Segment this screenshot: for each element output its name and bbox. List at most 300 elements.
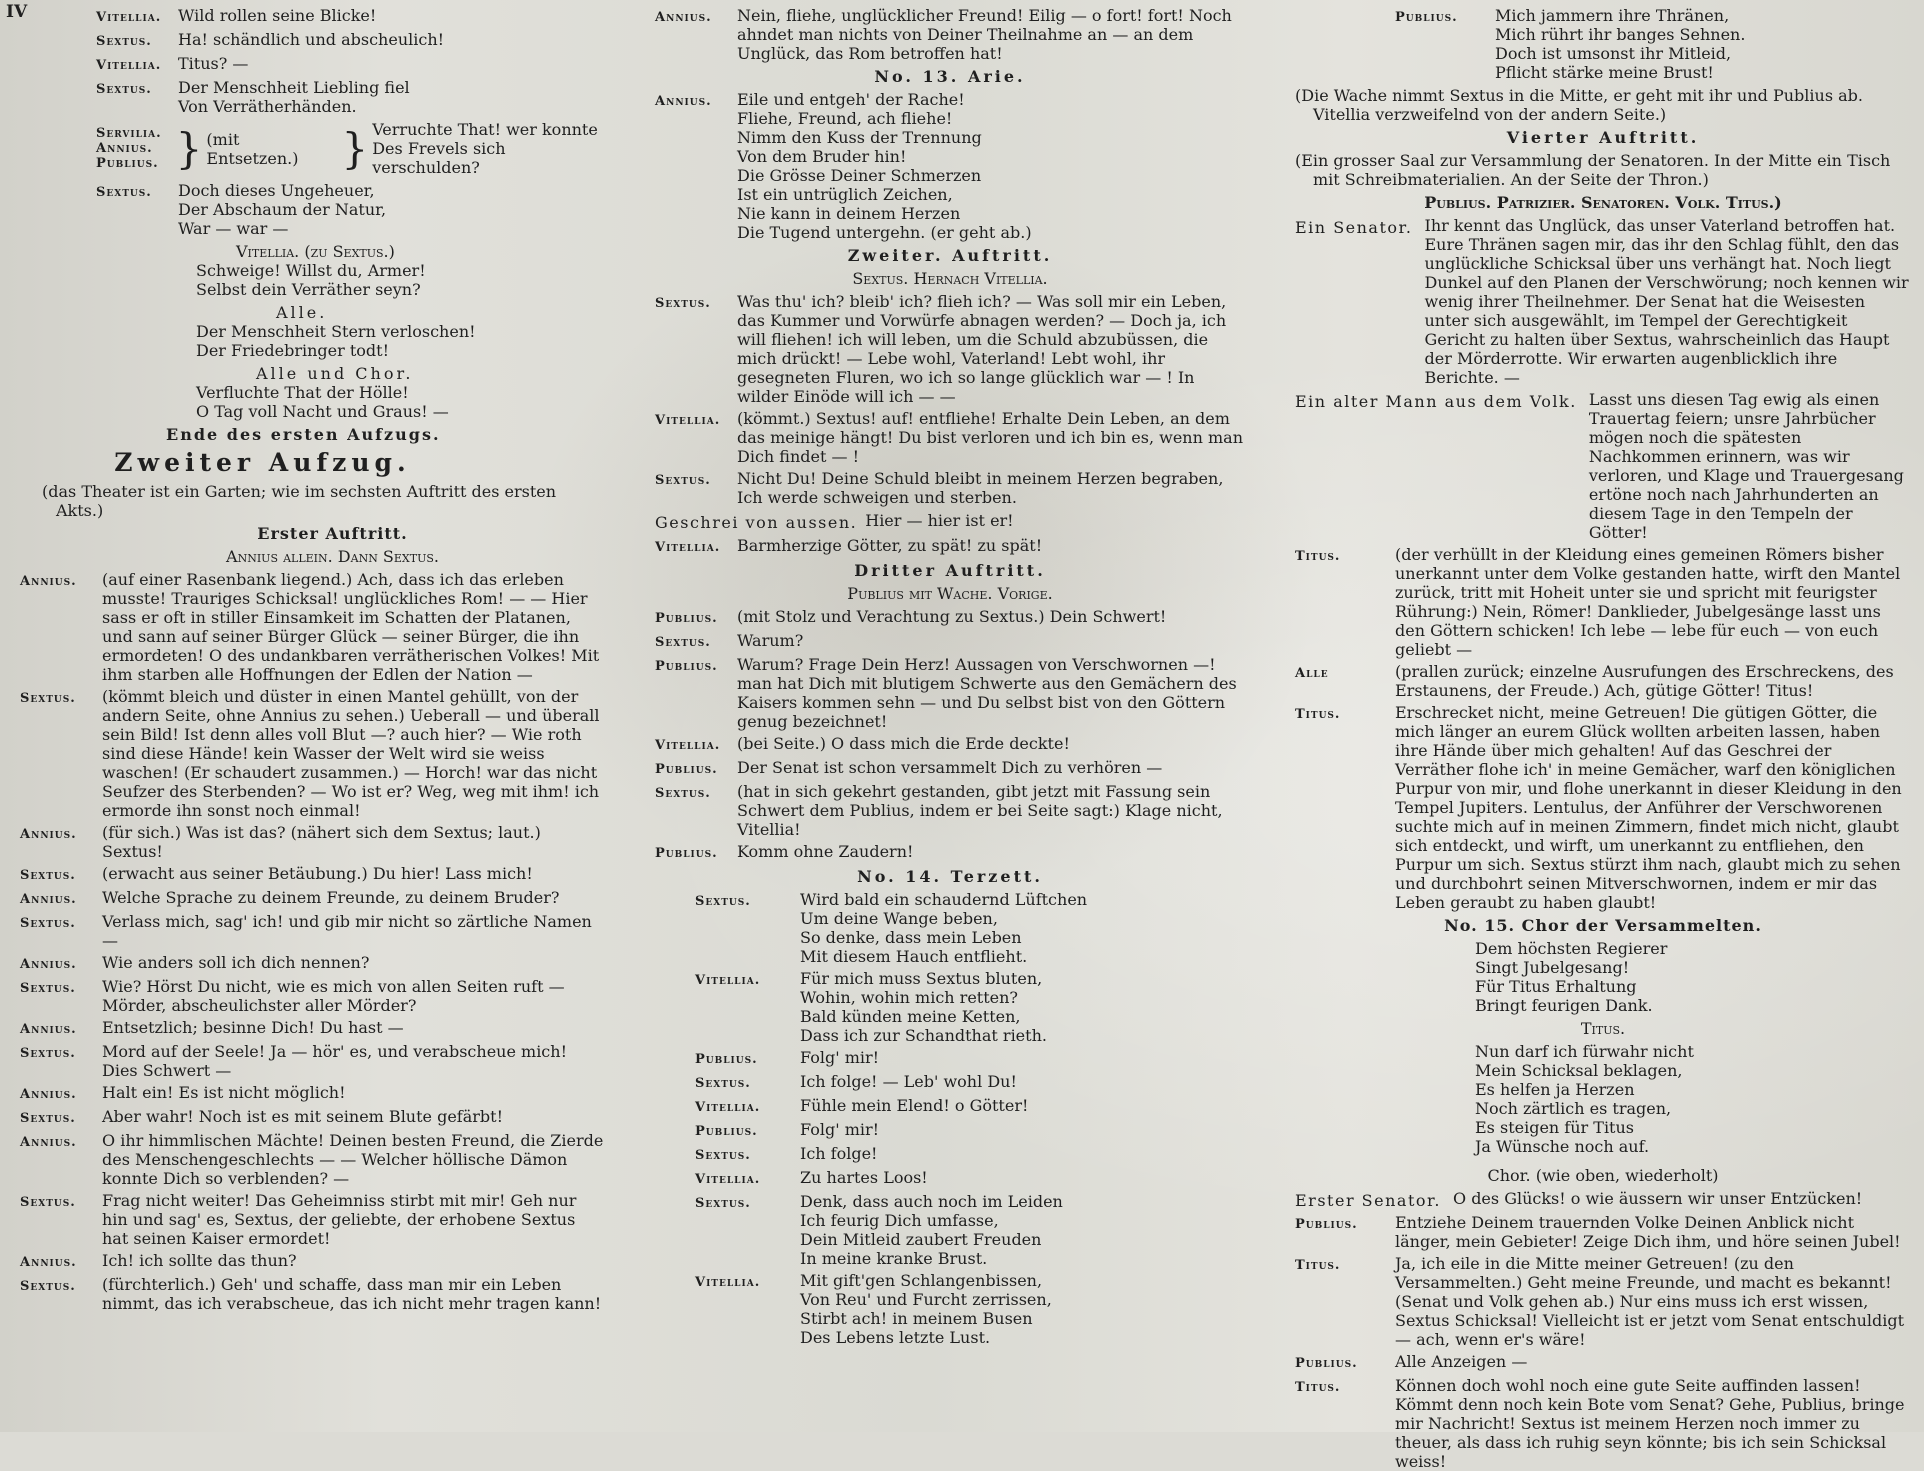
speech-text xyxy=(737,90,1245,242)
speaker-name: Sextus. xyxy=(695,894,751,909)
speaker-name: Titus. xyxy=(1295,549,1341,564)
speech-text xyxy=(800,1144,1245,1165)
speaker-name: Vitellia. xyxy=(695,1172,761,1187)
act-heading: Zweiter Aufzug. xyxy=(114,448,411,477)
speech xyxy=(1295,545,1911,659)
brace-glyph: } xyxy=(175,123,203,173)
text-line: Wie anders soll ich dich nennen? xyxy=(102,953,370,972)
trio-direction: (mit Entsetzen.) xyxy=(206,129,299,168)
speaker-name: Sextus. xyxy=(96,34,152,49)
text-line: Von dem Bruder hin! xyxy=(737,147,907,166)
text-line: Komm ohne Zaudern! xyxy=(737,842,914,861)
speaker-name: Sextus. xyxy=(20,868,76,883)
text-line: Nun darf ich fürwahr nicht xyxy=(1475,1042,1694,1061)
text-line: (fürchterlich.) Geh' und schaffe, dass man mir ein Leben nimmt, das ich verabscheue, das ich nicht mehr tragen kann! xyxy=(102,1275,602,1313)
column-right xyxy=(1295,6,1911,1471)
speech xyxy=(20,1131,605,1188)
speech xyxy=(20,570,605,684)
dialogue xyxy=(1295,216,1911,912)
text-line: Ha! schändlich und abscheulich! xyxy=(178,30,445,49)
brace-glyph: } xyxy=(341,123,369,173)
trio-names xyxy=(96,126,172,171)
text-line: Mich jammern ihre Thränen, xyxy=(1495,6,1730,25)
speech xyxy=(655,469,1245,507)
text-line: Nein, fliehe, unglücklicher Freund! Eilig — o fort! fort! Noch ahndet man nichts von Deiner Theilnahme an — an dem Unglück, das Rom betroffen hat! xyxy=(737,6,1232,63)
text-line: (mit Stolz und Verachtung zu Sextus.) Dein Schwert! xyxy=(737,607,1167,626)
speech xyxy=(655,1048,1245,1069)
text-line: Warum? Frage Dein Herz! Aussagen von Verschwornen —! man hat Dich mit blutigem Schwerte aus den Gemächern des Kaisers kommen sehn — und Du selbst bist von den Göttern genug bezeichnet! xyxy=(737,655,1237,731)
speech xyxy=(20,687,605,820)
text-line: Für Titus Erhaltung xyxy=(1475,977,1637,996)
text-line: Noch zärtlich es tragen, xyxy=(1475,1099,1672,1118)
text-line: (auf einer Rasenbank liegend.) Ach, dass ich das erleben musste! Trauriges Schicksal! unglückliches Rom! — — Hier sass er oft in stiller Einsamkeit im Schatten der Platanen, und sann auf seiner Bürger Glück — seiner Bürger, die ihn ermordeten! O des undankbaren verrätherischen Volkes! Mit ihm starben alle Hoffnungen der Edlen der Nation — xyxy=(102,570,600,684)
speech xyxy=(20,888,605,909)
speaker-name: Annius. xyxy=(20,1255,77,1270)
text-line: Ja, ich eile in die Mitte meiner Getreuen! (zu den Versammelten.) Geht meine Freunde, und macht es bekannt! (Senat und Volk gehen ab.) Nur eins muss ich erst wissen, Sextus Schicksal! Vielleicht ist er jetzt vom Senat entschuldigt — ach, wenn er's wäre! xyxy=(1395,1254,1905,1349)
text-line: (bei Seite.) O dass mich die Erde deckte! xyxy=(737,734,1070,753)
scene-persons: Annius allein. Dann Sextus. xyxy=(226,547,439,566)
speaker-name: Annius. xyxy=(655,10,712,25)
speech xyxy=(1395,6,1911,82)
speaker-name: Annius. xyxy=(20,1022,77,1037)
speech xyxy=(20,1107,605,1128)
vitellia-line xyxy=(655,536,1245,557)
pre-speeches xyxy=(20,6,605,116)
speaker-name: Publius. xyxy=(655,611,718,626)
speaker-name: Annius. xyxy=(20,892,77,907)
speech xyxy=(655,631,1245,652)
stage-direction: (das Theater ist ein Garten; wie im sechsten Auftritt des ersten Akts.) xyxy=(42,482,557,520)
vitellia-lines xyxy=(196,261,605,299)
speech xyxy=(1295,1189,1911,1210)
text-line: Können doch wohl noch eine gute Seite auffinden lassen! Kömmt denn noch kein Bote vom Senat? Gehe, Publius, bringe mir Nachricht! Sextus ist meinem Herzen noch immer zu theuer, als dass ich ruhig seyn könnte; bis ich sein Schicksal weiss! xyxy=(1395,1376,1905,1471)
speaker-name: Erster Senator. xyxy=(1295,1191,1441,1210)
text-line: Frag nicht weiter! Das Geheimniss stirbt mit mir! Geh nur hin und sag' es, Sextus, der geliebte, der erhobene Sextus hat seinen Kaiser ermordet! xyxy=(102,1191,577,1248)
text-line: Ich folge! xyxy=(800,1144,878,1163)
speech-text xyxy=(737,734,1245,755)
text-line: Schweige! Willst du, Armer! xyxy=(196,261,426,280)
speech-text xyxy=(102,1107,605,1128)
text-line: War — war — xyxy=(178,219,289,238)
speaker-name: Publius. xyxy=(1395,10,1458,25)
end-of-act: Ende des ersten Aufzugs. xyxy=(166,425,441,444)
text-line: Aber wahr! Noch ist es mit seinem Blute gefärbt! xyxy=(102,1107,504,1126)
dialogue-b xyxy=(655,607,1245,863)
speaker-name: Sextus. xyxy=(20,1195,76,1210)
speech-text xyxy=(1495,6,1911,82)
speaker-name: Sextus. xyxy=(20,1111,76,1126)
text-line: Ja Wünsche noch auf. xyxy=(1475,1137,1650,1156)
text-line: O Tag voll Nacht und Graus! — xyxy=(196,402,449,421)
text-line: Die Tugend untergehn. (er geht ab.) xyxy=(737,223,1032,242)
text-line: Ihr kennt das Unglück, das unser Vaterland betroffen hat. Eure Thränen sagen mir, das ihr den Schlag fühlt, den das unglückliche Schicksal über uns verhängt hat. Noch liegt Dunkel auf den Planen der Verschwörung; noch kennen wir wenig ihrer Theilnehmer. Der Senat hat die Weisesten unter sich ausgewählt, im Tempel der Gerechtigkeit Gericht zu halten über Sextus, wahrscheinlich das Haupt der Mörderrotte. Wir erwarten augenblicklich ihre Berichte. — xyxy=(1424,216,1909,387)
speaker-name: Titus. xyxy=(1295,707,1341,722)
page-number: IV xyxy=(6,2,28,22)
text-line: Welche Sprache zu deinem Freunde, zu deinem Bruder? xyxy=(102,888,560,907)
stage-direction: (Die Wache nimmt Sextus in die Mitte, er geht mit ihr und Publius ab. Vitellia verzweifelnd von der andern Seite.) xyxy=(1295,86,1863,124)
text-line: Der Menschheit Liebling fiel xyxy=(178,78,410,97)
speaker-name: Sextus. xyxy=(20,1279,76,1294)
speech-text xyxy=(737,409,1245,466)
speech xyxy=(655,734,1245,755)
text-line: Wild rollen seine Blicke! xyxy=(178,6,377,25)
speaker-name: Sextus. xyxy=(96,82,152,97)
chorus-lines xyxy=(1295,939,1911,1015)
trio-name: Annius. xyxy=(96,141,153,156)
dialogue-a xyxy=(655,292,1245,507)
speech-text xyxy=(865,511,1245,532)
speaker-name: Annius. xyxy=(20,957,77,972)
speech-text xyxy=(102,1083,605,1104)
speech xyxy=(1295,662,1911,700)
speech xyxy=(96,181,605,238)
speaker-name: Annius. xyxy=(20,827,77,842)
trio-name: Publius. xyxy=(96,156,159,171)
speech xyxy=(1295,1352,1911,1373)
speech-text xyxy=(178,181,605,238)
speech-text xyxy=(102,977,605,1015)
speech-text xyxy=(102,864,605,885)
speech xyxy=(655,1096,1245,1117)
speaker-name: Vitellia. xyxy=(695,1275,761,1290)
text-line: Folg' mir! xyxy=(800,1120,880,1139)
terzett-heading: No. 14. Terzett. xyxy=(857,867,1043,886)
speech-text xyxy=(1589,390,1911,542)
text-line: Alle Anzeigen — xyxy=(1395,1352,1528,1371)
text-line: Für mich muss Sextus bluten, xyxy=(800,969,1043,988)
text-line: Singt Jubelgesang! xyxy=(1475,958,1630,977)
text-line: Fliehe, Freund, ach fliehe! xyxy=(737,109,953,128)
text-line: (erwacht aus seiner Betäubung.) Du hier! Lass mich! xyxy=(102,864,533,883)
speech-text xyxy=(102,953,605,974)
speech-text xyxy=(178,78,605,116)
final-dialogue xyxy=(1295,1189,1911,1471)
speaker-name: Alle xyxy=(1295,666,1329,681)
text-line: (kömmt.) Sextus! auf! entfliehe! Erhalte Dein Leben, an dem das meinige hängt! Du bist verloren und ich bin es, wenn man Dich findet — ! xyxy=(737,409,1243,466)
speech-text xyxy=(1395,662,1911,700)
text-line: Selbst dein Verräther seyn? xyxy=(196,280,421,299)
speech-text xyxy=(102,1275,605,1313)
text-line: Dein Mitleid zaubert Freuden xyxy=(800,1230,1042,1249)
vitellia-heading: Vitellia. (zu Sextus.) xyxy=(236,242,395,261)
text-line: Warum? xyxy=(737,631,804,650)
speaker-name: Sextus. xyxy=(20,1046,76,1061)
text-line: Mit gift'gen Schlangenbissen, xyxy=(800,1271,1043,1290)
speech xyxy=(1295,216,1911,387)
speech-text xyxy=(1395,1254,1911,1349)
speech-text xyxy=(102,1131,605,1188)
text-line: Stirbt ach! in meinem Busen xyxy=(800,1309,1033,1328)
speaker-name: Vitellia. xyxy=(695,1100,761,1115)
speech-text xyxy=(737,631,1245,652)
speech xyxy=(20,1042,605,1080)
speech xyxy=(20,912,605,950)
speech xyxy=(96,6,605,27)
speech-text xyxy=(737,758,1245,779)
text-line: O ihr himmlischen Mächte! Deinen besten Freund, die Zierde des Menschengeschlechts — — Welcher höllische Dämon konnte Dich so verblenden? — xyxy=(102,1131,604,1188)
trio-block xyxy=(20,120,605,177)
speech xyxy=(655,655,1245,731)
speech-text xyxy=(102,823,605,861)
speech xyxy=(655,90,1245,242)
text-line: Nie kann in deinem Herzen xyxy=(737,204,961,223)
speech-text xyxy=(800,1048,1245,1069)
speech xyxy=(20,823,605,861)
text-line: Mich rührt ihr banges Sehnen. xyxy=(1495,25,1746,44)
speaker-name: Geschrei von aussen. xyxy=(655,513,858,532)
speaker-name: Publius. xyxy=(1295,1356,1358,1371)
text-line: Die Grösse Deiner Schmerzen xyxy=(737,166,982,185)
scene-heading: Zweiter. Auftritt. xyxy=(847,246,1053,265)
post-speeches xyxy=(20,181,605,238)
speaker-name: Vitellia. xyxy=(96,10,162,25)
text-line: Von Reu' und Furcht zerrissen, xyxy=(800,1290,1052,1309)
speech-text xyxy=(737,607,1245,628)
speech xyxy=(655,511,1245,532)
speaker-name: Sextus. xyxy=(695,1076,751,1091)
column-middle xyxy=(655,6,1245,1428)
speech xyxy=(20,1251,605,1272)
text-line: Es steigen für Titus xyxy=(1475,1118,1634,1137)
text-line: O des Glücks! o wie äussern wir unser Entzücken! xyxy=(1452,1189,1863,1208)
speech-text xyxy=(800,1271,1245,1347)
text-line: Doch dieses Ungeheuer, xyxy=(178,181,375,200)
speech-text xyxy=(1395,1352,1911,1373)
speech xyxy=(20,1191,605,1248)
chor-block xyxy=(20,364,605,421)
speaker-name: Sextus. xyxy=(20,916,76,931)
text-line: Verlass mich, sag' ich! und gib mir nicht so zärtliche Namen — xyxy=(102,912,592,950)
text-line: Es helfen ja Herzen xyxy=(1475,1080,1635,1099)
speaker-name: Annius. xyxy=(20,1135,77,1150)
speaker-name: Sextus. xyxy=(20,691,76,706)
speech-text xyxy=(102,888,605,909)
alle-block xyxy=(20,303,605,360)
chorus-heading: No. 15. Chor der Versammelten. xyxy=(1444,916,1762,935)
speech-text xyxy=(737,469,1245,507)
speech xyxy=(1295,1213,1911,1251)
text-line: Mord auf der Seele! Ja — hör' es, und verabscheue mich! Dies Schwert — xyxy=(102,1042,567,1080)
text-line: Nicht Du! Deine Schuld bleibt in meinem Herzen begraben, Ich werde schweigen und sterben. xyxy=(737,469,1224,507)
speech-text xyxy=(178,30,605,51)
text-line: In meine kranke Brust. xyxy=(800,1249,988,1268)
text-line: (prallen zurück; einzelne Ausrufungen des Erschreckens, des Erstaunens, der Freude.) Ach, gütige Götter! Titus! xyxy=(1395,662,1894,700)
speech-text xyxy=(1453,1189,1911,1210)
speech xyxy=(1295,1376,1911,1471)
text-line: Pflicht stärke meine Brust! xyxy=(1495,63,1714,82)
speech-text xyxy=(102,1191,605,1248)
speech-text xyxy=(800,969,1245,1045)
speaker-name: Publius. xyxy=(655,846,718,861)
speech-text xyxy=(800,890,1245,966)
speech xyxy=(655,1120,1245,1141)
chor-lines xyxy=(196,383,605,421)
terzett xyxy=(655,890,1245,1347)
speech-text xyxy=(737,6,1245,63)
text-line: (kömmt bleich und düster in einen Mantel gehüllt, von der andern Seite, ohne Annius zu sehen.) Ueberall — und überall sein Bild! Ist denn alles voll Blut —? auch hier? — Wie roth sind diese Hände! kein Wasser der Welt wird sie weiss waschen! (Er schaudert zusammen.) — Horch! war das nicht Seufzer des Sterbenden? — Wo ist er? Weg, weg mit ihm! ich ermorde ihn sonst noch einmal! xyxy=(102,687,600,820)
speech xyxy=(96,30,605,51)
speaker-name: Publius. xyxy=(655,659,718,674)
stage-direction: (Ein grosser Saal zur Versammlung der Senatoren. In der Mitte ein Tisch mit Schreibmaterialien. An der Seite der Thron.) xyxy=(1295,151,1891,189)
speech xyxy=(655,1144,1245,1165)
speaker-name: Vitellia. xyxy=(655,738,721,753)
speaker-name: Sextus. xyxy=(655,473,711,488)
speech xyxy=(20,1083,605,1104)
scene-heading: Dritter Auftritt. xyxy=(854,561,1046,580)
text-line: Von Verrätherhänden. xyxy=(178,97,357,116)
speaker-name: Vitellia. xyxy=(655,540,721,555)
text-line: Zu hartes Loos! xyxy=(800,1168,928,1187)
speech-text xyxy=(178,54,605,75)
text-line: Der Abschaum der Natur, xyxy=(178,200,387,219)
speech-text xyxy=(800,1096,1245,1117)
titus-heading: Titus. xyxy=(1580,1019,1626,1038)
text-line: Mein Schicksal beklagen, xyxy=(1475,1061,1683,1080)
scene-persons: Publius. Patrizier. Senatoren. Volk. Titus.) xyxy=(1424,193,1782,212)
speech xyxy=(20,977,605,1015)
speech xyxy=(655,536,1245,557)
speech-text xyxy=(102,687,605,820)
speech-text xyxy=(102,912,605,950)
speech xyxy=(655,842,1245,863)
text-line: Fühle mein Elend! o Götter! xyxy=(800,1096,1029,1115)
text-line: Titus? — xyxy=(178,54,249,73)
speech xyxy=(655,6,1245,63)
text-line: Ich! ich sollte das thun? xyxy=(102,1251,297,1270)
speaker-name: Sextus. xyxy=(655,296,711,311)
vitellia-block xyxy=(20,242,605,299)
text-line: Folg' mir! xyxy=(800,1048,880,1067)
chor-heading: Alle und Chor. xyxy=(256,364,414,383)
dialogue xyxy=(20,570,605,1313)
speech xyxy=(655,890,1245,966)
alle-lines xyxy=(196,322,605,360)
text-line: Der Friedebringer todt! xyxy=(196,341,389,360)
speaker-name: Annius. xyxy=(655,94,712,109)
speaker-name: Publius. xyxy=(655,762,718,777)
text-line: Wie? Hörst Du nicht, wie es mich von allen Seiten ruft — Mörder, abscheulichster aller Mörder? xyxy=(102,977,565,1015)
speaker-name: Sextus. xyxy=(96,185,152,200)
trio-lines xyxy=(372,120,605,177)
text-line: Der Menschheit Stern verloschen! xyxy=(196,322,476,341)
speech-text xyxy=(737,655,1245,731)
speaker-name: Publius. xyxy=(695,1052,758,1067)
speech xyxy=(20,1275,605,1313)
speaker-name: Sextus. xyxy=(655,786,711,801)
speaker-name: Sextus. xyxy=(655,635,711,650)
text-line: Bald künden meine Ketten, xyxy=(800,1007,1021,1026)
text-line: (der verhüllt in der Kleidung eines gemeinen Römers bisher unerkannt unter dem Volke gestanden hatte, wirft den Mantel zurück, tritt mit Hoheit unter sie und spricht mit feurigster Rührung:) Nein, Römer! Danklieder, Jubelgesänge lasst uns den Göttern schicken! Ich lebe — lebe für euch — von euch geliebt — xyxy=(1395,545,1901,659)
speech xyxy=(20,953,605,974)
text-line: Barmherzige Götter, zu spät! zu spät! xyxy=(737,536,1043,555)
text-line: Entziehe Deinem trauernden Volke Deinen Anblick nicht länger, mein Gebieter! Zeige Dich ihm, und höre seinen Jubel! xyxy=(1395,1213,1901,1251)
speaker-name: Publius. xyxy=(695,1124,758,1139)
scene-heading: Vierter Auftritt. xyxy=(1506,128,1700,147)
text-line: Dem höchsten Regierer xyxy=(1475,939,1668,958)
speaker-name: Annius. xyxy=(20,1087,77,1102)
text-line: Verfluchte That der Hölle! xyxy=(196,383,409,402)
speech xyxy=(20,864,605,885)
column-left xyxy=(20,6,605,1428)
speaker-name: Vitellia. xyxy=(655,413,721,428)
publius-verse xyxy=(1295,6,1911,82)
speech xyxy=(655,1192,1245,1268)
speaker-name: Sextus. xyxy=(20,981,76,996)
text-line: Denk, dass auch noch im Leiden xyxy=(800,1192,1063,1211)
speech-text xyxy=(102,570,605,684)
text-line: Des Lebens letzte Lust. xyxy=(800,1328,991,1347)
speech-text xyxy=(800,1072,1245,1093)
text-line: Wird bald ein schaudernd Lüftchen xyxy=(800,890,1088,909)
text-line: So denke, dass mein Leben xyxy=(800,928,1022,947)
first-speech xyxy=(655,6,1245,63)
speech xyxy=(655,969,1245,1045)
speech-text xyxy=(737,842,1245,863)
speech-text xyxy=(102,1251,605,1272)
text-line: Bringt feurigen Dank. xyxy=(1475,996,1653,1015)
chorus-repeat: Chor. (wie oben, wiederholt) xyxy=(1487,1166,1719,1185)
text-line: Ist ein untrüglich Zeichen, xyxy=(737,185,953,204)
speech xyxy=(655,782,1245,839)
speech-text xyxy=(800,1120,1245,1141)
scene-heading: Erster Auftritt. xyxy=(257,524,408,543)
text-line: Nimm den Kuss der Trennung xyxy=(737,128,982,147)
text-line: Halt ein! Es ist nicht möglich! xyxy=(102,1083,346,1102)
speech-text xyxy=(102,1042,605,1080)
text-line: Wohin, wohin mich retten? xyxy=(800,988,1018,1007)
speech xyxy=(20,1018,605,1039)
text-line: Erschrecket nicht, meine Getreuen! Die gütigen Götter, die mich länger an eurem Glück wollten arbeiten lassen, haben ihre Hände über mich gehalten! Auf das Geschrei der Verräther flohe ich' in meine Gemächer, warf den königlichen Purpur von mir, und flohe unerkannt in dieser Kleidung in den Tempel Jupiters. Lentulus, der Anführer der Verschworenen suchte mich auf in meinen Zimmern, findet mich nicht, glaubt sich entdeckt, und wirft, um unerkannt zu entfliehen, den Purpur um sich. Sextus stürzt ihm nach, glaubt mich zu sehen und durchbohrt seinen Mitverschwornen, indem er mir das Leben geraubt zu haben glaubt! xyxy=(1395,703,1902,912)
speech xyxy=(655,758,1245,779)
speech-text xyxy=(178,6,605,27)
aria xyxy=(655,90,1245,242)
text-line: Ich folge! — Leb' wohl Du! xyxy=(800,1072,1017,1091)
text-line: Doch ist umsonst ihr Mitleid, xyxy=(1495,44,1732,63)
text-line: Lasst uns diesen Tag ewig als einen Trauertag feiern; unsre Jahrbücher mögen noch die spätesten Nachkommen erinnern, was wir verloren, und Klage und Trauergesang ertöne noch nach Jahrhunderten an diesem Tage in den Tempeln der Götter! xyxy=(1588,390,1904,542)
text-line: Um deine Wange beben, xyxy=(800,909,998,928)
speaker-name: Ein alter Mann aus dem Volk. xyxy=(1295,392,1577,411)
shout-offstage xyxy=(655,511,1245,532)
titus-verse xyxy=(1295,1042,1911,1156)
text-line: Was thu' ich? bleib' ich? flieh ich? — Was soll mir ein Leben, das Kummer und Vorwürfe abnagen werden? — Doch ja, ich will fliehen! ich will leben, um die Schuld abzubüssen, die mich drückt! — Lebe wohl, Vaterland! Lebt wohl, ihr gesegneten Fluren, wo ich so lange glücklich war — ! In wilder Einöde will ich — — xyxy=(737,292,1227,406)
speaker-name: Vitellia. xyxy=(96,58,162,73)
speaker-name: Vitellia. xyxy=(695,973,761,988)
text-line: Entsetzlich; besinne Dich! Du hast — xyxy=(102,1018,404,1037)
speech xyxy=(655,292,1245,406)
speech xyxy=(655,1168,1245,1189)
speech-text xyxy=(737,292,1245,406)
speech-text xyxy=(737,536,1245,557)
text-line: Dass ich zur Schandthat rieth. xyxy=(800,1026,1047,1045)
speaker-name: Sextus. xyxy=(695,1196,751,1211)
speech-text xyxy=(1395,1376,1911,1471)
speaker-name: Titus. xyxy=(1295,1258,1341,1273)
speech xyxy=(1295,390,1911,542)
verse-line: Des Frevels sich verschulden? xyxy=(372,139,506,177)
trio-name: Servilia. xyxy=(96,126,162,141)
speaker-name: Ein Senator. xyxy=(1295,218,1413,237)
text-line: (für sich.) Was ist das? (nähert sich dem Sextus; laut.) Sextus! xyxy=(102,823,541,861)
speech-text xyxy=(1425,216,1912,387)
speech-text xyxy=(800,1192,1245,1268)
speech xyxy=(655,1072,1245,1093)
speech xyxy=(655,1271,1245,1347)
scene-persons: Sextus. Hernach Vitellia. xyxy=(852,269,1048,288)
speaker-name: Publius. xyxy=(1295,1217,1358,1232)
text-line: (hat in sich gekehrt gestanden, gibt jetzt mit Fassung sein Schwert dem Publius, indem er bei Seite sagt:) Klage nicht, Vitellia! xyxy=(737,782,1223,839)
text-line: Eile und entgeh' der Rache! xyxy=(737,90,965,109)
speech-text xyxy=(1395,545,1911,659)
